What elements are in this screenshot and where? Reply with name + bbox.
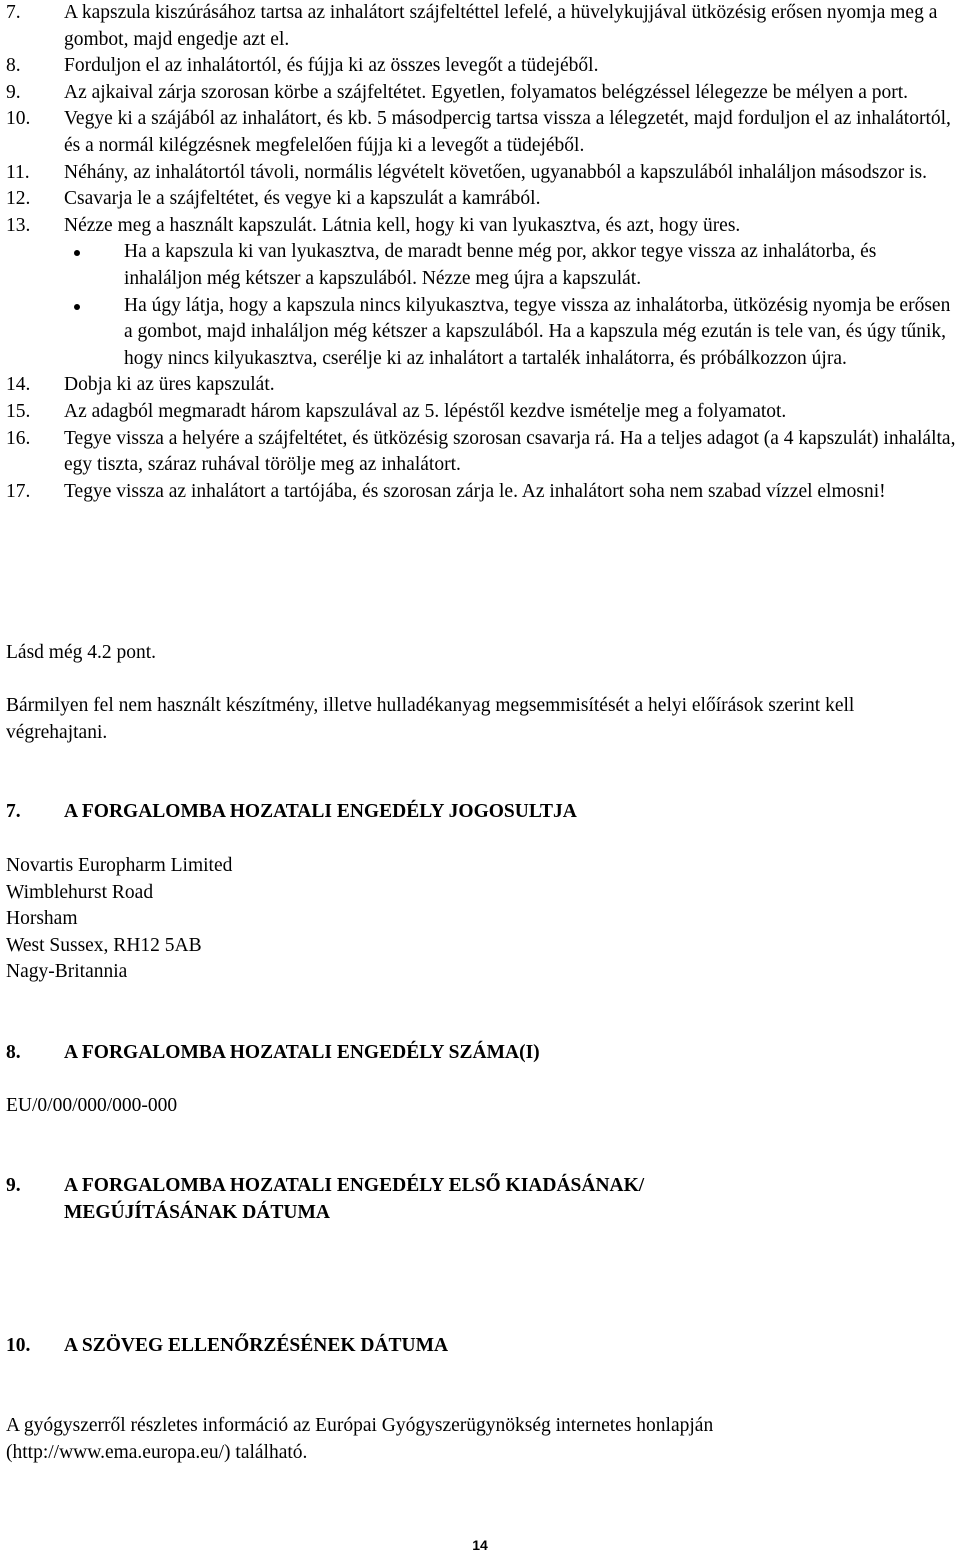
holder-address [6, 853, 232, 986]
address-line: West Sussex, RH12 5AB [6, 934, 202, 956]
step-text: Az ajkaival zárja szorosan körbe a szájfeltétet. Egyetlen, folyamatos belégzéssel lélegezze be mélyen a port. [64, 81, 909, 103]
section-title: A FORGALOMBA HOZATALI ENGEDÉLY SZÁMA(I) [64, 1042, 540, 1063]
disposal-text: Bármilyen fel nem használt készítmény, illetve hulladékanyag megsemmisítését a helyi előírások szerint kell végrehajtani. [6, 695, 855, 743]
section-number: 7. [6, 801, 21, 822]
section-title: A SZÖVEG ELLENŐRZÉSÉNEK DÁTUMA [64, 1335, 449, 1356]
step-text: Az adagból megmaradt három kapszulával az 5. lépéstől kezdve ismételje meg a folyamatot. [64, 400, 787, 422]
address-line: Novartis Europharm Limited [6, 855, 233, 876]
step-number: 16. [6, 427, 31, 449]
instruction-list [0, 0, 960, 505]
step-number: 14. [6, 374, 31, 396]
step-number: 11. [6, 161, 30, 183]
bullet-item [0, 239, 960, 292]
ma-number: EU/0/00/000/000-000 [6, 1095, 178, 1116]
section-number: 8. [6, 1042, 21, 1063]
list-item [0, 80, 960, 107]
step-number: 7. [6, 2, 21, 23]
list-item [0, 0, 960, 53]
step-text: A kapszula kiszúrásához tartsa az inhalátort szájfeltéttel lefelé, a hüvelykujjával ütközésig erősen nyomja meg a gombot, majd engedje azt el. [64, 2, 938, 50]
section-heading [0, 799, 960, 826]
address-line: Horsham [6, 908, 78, 930]
bullet-item [0, 293, 960, 373]
section-heading [0, 1040, 960, 1067]
step-text: Nézze meg a használt kapszulát. Látnia kell, hogy ki van lyukasztva, és azt, hogy üres. [64, 214, 741, 236]
step-number: 8. [6, 55, 21, 77]
section-number: 10. [6, 1335, 31, 1356]
page-number: 14 [472, 1537, 488, 1553]
step-number: 17. [6, 480, 31, 502]
step-text: Csavarja le a szájfeltétet, és vegye ki a kapszulát a kamrából. [64, 188, 541, 210]
ema-info-text: A gyógyszerről részletes információ az Európai Gyógyszerügynökség internetes honlapján (http://www.ema.europa.eu/) található. [6, 1415, 714, 1463]
list-item [0, 106, 960, 159]
step-text: Forduljon el az inhalátortól, és fújja ki az összes levegőt a tüdejéből. [64, 55, 599, 77]
section-heading [0, 1173, 960, 1226]
section-title [64, 1173, 644, 1226]
step-number: 12. [6, 188, 31, 210]
see-also-text: Lásd még 4.2 pont. [6, 642, 157, 663]
step-number: 9. [6, 81, 21, 103]
section-title-line: A FORGALOMBA HOZATALI ENGEDÉLY ELSŐ KIADÁSÁNAK/ [64, 1175, 645, 1196]
step-number: 15. [6, 400, 31, 422]
bullet-text: Ha a kapszula ki van lyukasztva, de maradt benne még por, akkor tegye vissza az inhalátorba, és inhaláljon még kétszer a kapszulából. Nézze meg újra a kapszulát. [124, 241, 877, 289]
step-text: Dobja ki az üres kapszulát. [64, 374, 275, 396]
list-item [0, 479, 960, 506]
list-item [0, 399, 960, 426]
section-heading [0, 1333, 960, 1360]
list-item [0, 426, 960, 479]
list-item [0, 372, 960, 399]
step-text: Tegye vissza az inhalátort a tartójába, és szorosan zárja le. Az inhalátort soha nem szabad vízzel elmosni! [64, 480, 886, 502]
section-title: A FORGALOMBA HOZATALI ENGEDÉLY JOGOSULTJA [64, 801, 577, 822]
step-text: Tegye vissza a helyére a szájfeltétet, és ütközésig szorosan csavarja rá. Ha a teljes adagot (a 4 kapszulát) inhalálta, egy tiszta, száraz ruhával törölje meg az inhalátort. [64, 427, 956, 476]
bullet-text: Ha úgy látja, hogy a kapszula nincs kilyukasztva, tegye vissza az inhalátorba, ütközésig nyomja be erősen a gombot, majd inhaláljon még kétszer a kapszulából. Ha a kapszula még ezután is tele van, és úgy tűnik, hogy nincs kilyukasztva, cserélje ki az inhalátort a tartalék inhalátorra, és próbálkozzon újra. [124, 294, 951, 369]
list-item [0, 53, 960, 80]
list-item [0, 160, 960, 187]
list-item [0, 213, 960, 240]
section-title-line: MEGÚJÍTÁSÁNAK DÁTUMA [64, 1201, 330, 1223]
address-line: Nagy-Britannia [6, 961, 128, 983]
section-number: 9. [6, 1175, 21, 1196]
step-text: Néhány, az inhalátortól távoli, normális légvételt követően, ugyanabból a kapszulából inhaláljon másodszor is. [64, 161, 927, 183]
step-text: Vegye ki a szájából az inhalátort, és kb. 5 másodpercig tartsa vissza a lélegzetét, majd forduljon el az inhalátortól, és a normál kilégzésnek megfelelően fújja ki a levegőt a tüdejéből. [64, 108, 951, 156]
step-number: 10. [6, 108, 31, 130]
bullet-icon [64, 293, 124, 373]
address-line: Wimblehurst Road [6, 881, 154, 903]
bullet-icon [64, 239, 124, 292]
list-item [0, 186, 960, 213]
step-number: 13. [6, 214, 31, 236]
